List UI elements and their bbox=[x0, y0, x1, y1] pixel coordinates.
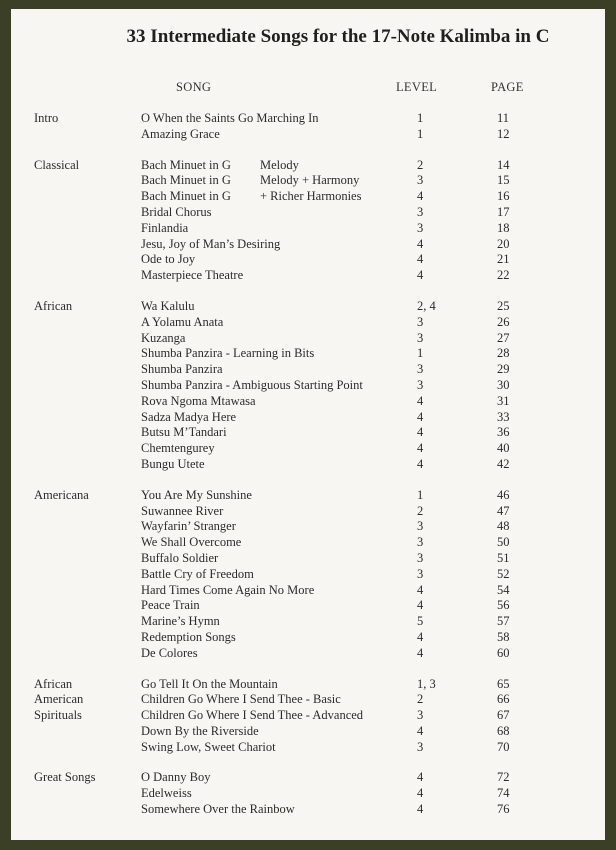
song-title: Butsu M’Tandari bbox=[141, 425, 227, 440]
song-level: 3 bbox=[417, 173, 424, 188]
table-row bbox=[11, 394, 605, 410]
song-level: 3 bbox=[417, 314, 424, 329]
page-number: 58 bbox=[497, 629, 510, 644]
song-level: 4 bbox=[417, 456, 424, 471]
song-level: 4 bbox=[417, 770, 424, 785]
table-row bbox=[11, 504, 605, 520]
song-section bbox=[11, 677, 605, 756]
page-number: 30 bbox=[497, 377, 510, 392]
song-title: Masterpiece Theatre bbox=[141, 268, 244, 283]
song-title: De Colores bbox=[141, 645, 198, 660]
song-variant: + Richer Harmonies bbox=[260, 189, 362, 204]
song-section bbox=[11, 111, 605, 143]
table-row bbox=[11, 770, 605, 786]
song-title: Down By the Riverside bbox=[141, 723, 259, 738]
page-number: 56 bbox=[497, 598, 510, 613]
table-row bbox=[11, 583, 605, 599]
page-number: 20 bbox=[497, 236, 510, 251]
song-level: 3 bbox=[417, 519, 424, 534]
page-number: 67 bbox=[497, 708, 510, 723]
song-title: Jesu, Joy of Man’s Desiring bbox=[141, 236, 281, 251]
song-level: 3 bbox=[417, 739, 424, 754]
song-level: 2 bbox=[417, 503, 424, 518]
page-number: 31 bbox=[497, 393, 510, 408]
song-variant: Melody bbox=[260, 157, 299, 172]
page-number: 28 bbox=[497, 346, 510, 361]
song-title: Bridal Chorus bbox=[141, 204, 212, 219]
table-row bbox=[11, 189, 605, 205]
song-title: Go Tell It On the Mountain bbox=[141, 676, 278, 691]
song-level: 4 bbox=[417, 189, 424, 204]
song-title: Chemtengurey bbox=[141, 441, 215, 456]
page-number: 70 bbox=[497, 739, 510, 754]
page-number: 15 bbox=[497, 173, 510, 188]
page-number: 14 bbox=[497, 157, 510, 172]
table-row bbox=[11, 362, 605, 378]
table-row bbox=[11, 488, 605, 504]
table-row bbox=[11, 268, 605, 284]
song-title: Children Go Where I Send Thee - Basic bbox=[141, 692, 341, 707]
page-number: 52 bbox=[497, 566, 510, 581]
column-header-level: LEVEL bbox=[396, 80, 438, 94]
page-number: 12 bbox=[497, 126, 510, 141]
table-row bbox=[11, 173, 605, 189]
song-title: Ode to Joy bbox=[141, 252, 196, 267]
song-title: O When the Saints Go Marching In bbox=[141, 111, 319, 125]
song-title: Finlandia bbox=[141, 220, 189, 235]
song-level: 4 bbox=[417, 802, 424, 817]
song-level: 3 bbox=[417, 362, 424, 377]
page-number: 60 bbox=[497, 645, 510, 660]
page-number: 22 bbox=[497, 268, 510, 283]
song-level: 4 bbox=[417, 252, 424, 267]
song-level: 1 bbox=[417, 126, 424, 141]
song-title: You Are My Sunshine bbox=[141, 487, 252, 502]
table-row bbox=[11, 127, 605, 143]
song-title: Buffalo Soldier bbox=[141, 550, 219, 565]
page-number: 17 bbox=[497, 204, 510, 219]
song-title: Swing Low, Sweet Chariot bbox=[141, 739, 276, 754]
table-row bbox=[11, 221, 605, 237]
song-level: 2 bbox=[417, 157, 424, 172]
page-number: 26 bbox=[497, 314, 510, 329]
page-number: 72 bbox=[497, 770, 510, 785]
page-number: 46 bbox=[497, 487, 510, 502]
page-number: 65 bbox=[497, 676, 510, 691]
song-level: 5 bbox=[417, 614, 424, 629]
song-section bbox=[11, 299, 605, 473]
song-title: Bach Minuet in G bbox=[141, 157, 231, 172]
song-level: 4 bbox=[417, 409, 424, 424]
table-row bbox=[11, 740, 605, 756]
page-number: 42 bbox=[497, 456, 510, 471]
song-level: 3 bbox=[417, 550, 424, 565]
song-level: 4 bbox=[417, 425, 424, 440]
song-title: Bungu Utete bbox=[141, 456, 205, 471]
song-title: Bach Minuet in G bbox=[141, 173, 231, 188]
song-level: 2 bbox=[417, 692, 424, 707]
song-level: 4 bbox=[417, 629, 424, 644]
song-table bbox=[11, 111, 605, 833]
song-title: Hard Times Come Again No More bbox=[141, 582, 315, 597]
category-label: Great Songs bbox=[34, 770, 96, 785]
song-title: Edelweiss bbox=[141, 786, 192, 801]
song-title: Children Go Where I Send Thee - Advanced bbox=[141, 708, 364, 723]
column-header-page: PAGE bbox=[491, 80, 524, 94]
page-number: 51 bbox=[497, 550, 510, 565]
table-row bbox=[11, 802, 605, 818]
page-number: 25 bbox=[497, 298, 510, 313]
category-label: Intro bbox=[34, 111, 59, 125]
song-level: 4 bbox=[417, 268, 424, 283]
page-number: 36 bbox=[497, 425, 510, 440]
song-title: Sadza Madya Here bbox=[141, 409, 237, 424]
page-number: 50 bbox=[497, 535, 510, 550]
song-level: 3 bbox=[417, 204, 424, 219]
page-number: 47 bbox=[497, 503, 510, 518]
page-number: 74 bbox=[497, 786, 510, 801]
page-number: 48 bbox=[497, 519, 510, 534]
table-row bbox=[11, 252, 605, 268]
page-number: 68 bbox=[497, 723, 510, 738]
song-title: Shumba Panzira - Learning in Bits bbox=[141, 346, 315, 361]
song-level: 3 bbox=[417, 566, 424, 581]
song-title: Rova Ngoma Mtawasa bbox=[141, 393, 256, 408]
song-level: 4 bbox=[417, 236, 424, 251]
page-number: 40 bbox=[497, 441, 510, 456]
song-level: 1 bbox=[417, 111, 424, 125]
song-level: 3 bbox=[417, 535, 424, 550]
table-row bbox=[11, 724, 605, 740]
table-row bbox=[11, 441, 605, 457]
table-row bbox=[11, 598, 605, 614]
song-level: 4 bbox=[417, 723, 424, 738]
song-title: Shumba Panzira - Ambiguous Starting Point bbox=[141, 377, 363, 392]
song-level: 4 bbox=[417, 786, 424, 801]
table-row bbox=[11, 519, 605, 535]
song-title: Redemption Songs bbox=[141, 629, 236, 644]
page-number: 16 bbox=[497, 189, 510, 204]
category-label: Classical bbox=[34, 157, 80, 172]
song-title: Suwannee River bbox=[141, 503, 224, 518]
song-level: 1 bbox=[417, 487, 424, 502]
category-label: African American Spirituals bbox=[34, 676, 84, 722]
song-level: 3 bbox=[417, 330, 424, 345]
table-row bbox=[11, 646, 605, 662]
page-number: 27 bbox=[497, 330, 510, 345]
song-level: 4 bbox=[417, 393, 424, 408]
page-number: 21 bbox=[497, 252, 510, 267]
song-title: We Shall Overcome bbox=[141, 535, 242, 550]
song-section bbox=[11, 770, 605, 817]
page-number: 54 bbox=[497, 582, 510, 597]
table-row bbox=[11, 708, 605, 724]
table-row bbox=[11, 535, 605, 551]
category-label: Americana bbox=[34, 487, 89, 502]
table-row bbox=[11, 786, 605, 802]
song-title: Battle Cry of Freedom bbox=[141, 566, 254, 581]
table-row bbox=[11, 692, 605, 708]
song-title: Somewhere Over the Rainbow bbox=[141, 802, 295, 817]
document-page bbox=[11, 9, 605, 840]
table-row bbox=[11, 346, 605, 362]
table-row bbox=[11, 410, 605, 426]
page-title: 33 Intermediate Songs for the 17-Note Kalimba in C bbox=[126, 26, 550, 47]
table-row bbox=[11, 205, 605, 221]
song-title: Wa Kalulu bbox=[141, 298, 195, 313]
song-title: O Danny Boy bbox=[141, 770, 211, 785]
song-title: Wayfarin’ Stranger bbox=[141, 519, 236, 534]
song-title: Amazing Grace bbox=[141, 126, 220, 141]
song-level: 2, 4 bbox=[417, 298, 436, 313]
table-row bbox=[11, 567, 605, 583]
page-number: 76 bbox=[497, 802, 510, 817]
table-row bbox=[11, 457, 605, 473]
column-header-song: SONG bbox=[176, 80, 212, 94]
table-row bbox=[11, 158, 605, 174]
table-row bbox=[11, 378, 605, 394]
song-level: 4 bbox=[417, 598, 424, 613]
song-level: 4 bbox=[417, 441, 424, 456]
song-title: A Yolamu Anata bbox=[141, 314, 224, 329]
table-row bbox=[11, 111, 605, 127]
song-level: 1, 3 bbox=[417, 676, 436, 691]
table-row bbox=[11, 331, 605, 347]
table-row bbox=[11, 299, 605, 315]
page-number: 18 bbox=[497, 220, 510, 235]
song-title: Kuzanga bbox=[141, 330, 186, 345]
song-variant: Melody + Harmony bbox=[260, 173, 360, 188]
song-level: 3 bbox=[417, 220, 424, 235]
table-row bbox=[11, 677, 605, 693]
song-title: Shumba Panzira bbox=[141, 362, 223, 377]
table-row bbox=[11, 551, 605, 567]
song-level: 1 bbox=[417, 346, 424, 361]
table-row bbox=[11, 614, 605, 630]
page-number: 33 bbox=[497, 409, 510, 424]
table-row bbox=[11, 630, 605, 646]
song-section bbox=[11, 488, 605, 662]
page-number: 29 bbox=[497, 362, 510, 377]
song-level: 3 bbox=[417, 377, 424, 392]
song-title: Bach Minuet in G bbox=[141, 189, 231, 204]
song-section bbox=[11, 158, 605, 284]
page-number: 57 bbox=[497, 614, 510, 629]
table-row bbox=[11, 237, 605, 253]
song-level: 4 bbox=[417, 645, 424, 660]
category-label: African bbox=[34, 298, 73, 313]
page-number: 66 bbox=[497, 692, 510, 707]
song-level: 3 bbox=[417, 708, 424, 723]
song-title: Marine’s Hymn bbox=[141, 614, 220, 629]
table-row bbox=[11, 425, 605, 441]
table-row bbox=[11, 315, 605, 331]
song-title: Peace Train bbox=[141, 598, 200, 613]
song-level: 4 bbox=[417, 582, 424, 597]
page-number: 11 bbox=[497, 111, 510, 125]
